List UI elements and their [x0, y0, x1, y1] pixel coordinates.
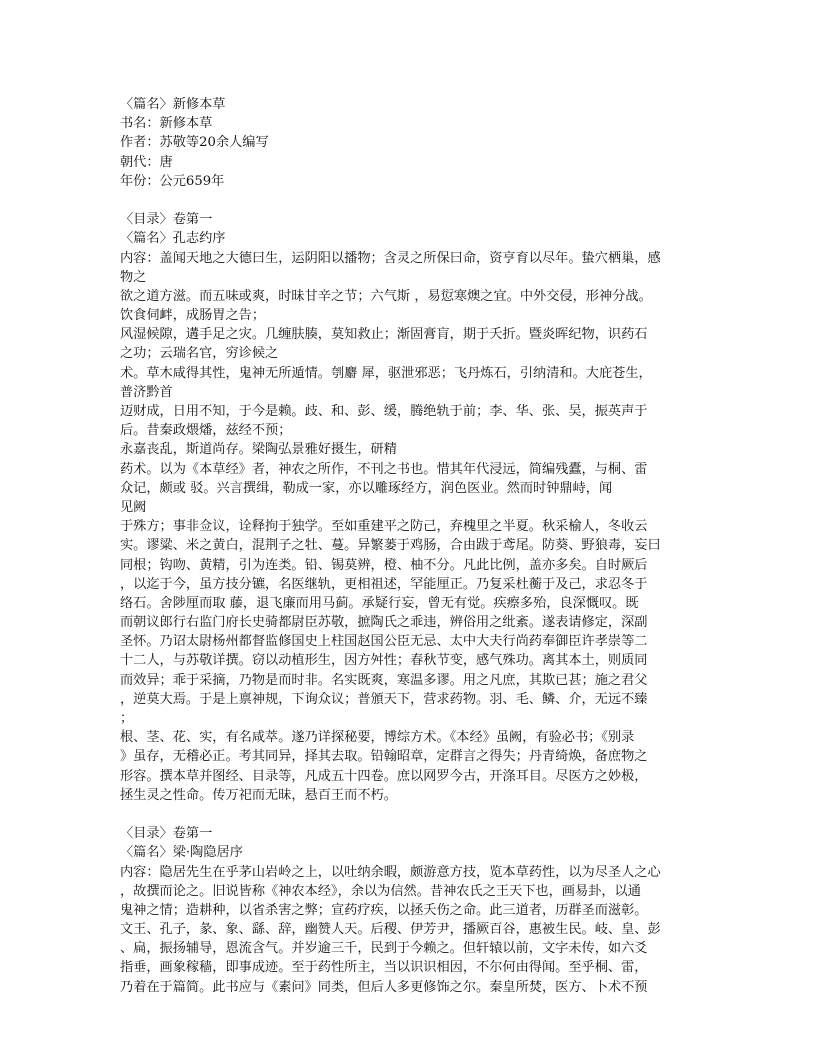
preface-tao-yinju: [120, 824, 696, 997]
text-line: 书名：新修本草: [120, 116, 213, 132]
text-line: ，以迄于今，虽方技分镳，名医继轨，更相祖述，罕能厘正。乃复采杜蘅于及己，求忍冬于: [120, 576, 648, 592]
text-line: 络石。舍陟厘而取 藤，退飞廉而用马蓟。承疑行妄，曾无有觉。疾瘵多殆，良深慨叹。既: [120, 595, 639, 611]
text-line: 作者：苏敬等20余人编写: [120, 135, 269, 151]
text-line: 同根；钩吻、黄精，引为连类。铅、锡莫辨，橙、柚不分。凡此比例，盖亦多矣。自时厥后: [120, 557, 648, 573]
text-line: 见阙: [120, 499, 147, 515]
text-line: 于殊方；事非佥议，诠释拘于独学。至如重建平之防己，弃槐里之半夏。秋采榆人，冬收云: [120, 519, 648, 535]
text-line: 〈篇名〉孔志约序: [120, 231, 226, 247]
text-line: 拯生灵之性命。传万祀而无昧，悬百王而不朽。: [120, 787, 397, 803]
text-line: 朝代：唐: [120, 154, 173, 170]
text-line: 十二人，与苏敬详撰。窃以动植形生，因方舛性；春秋节变，感气殊功。离其本土，则质同: [120, 653, 648, 669]
text-line: 内容：隐居先生在乎茅山岩岭之上，以吐纳余暇，颇游意方技，览本草药性，以为尽圣人之心: [120, 864, 661, 880]
text-line: 内容：盖闻天地之大德曰生，运阴阳以播物；含灵之所保曰命，资亨育以尽年。蛰穴栖巢，感: [120, 250, 661, 266]
text-line: 而效异；乖于采摘，乃物是而时非。名实既爽，寒温多谬。用之凡庶，其欺已甚；施之君父: [120, 672, 648, 688]
text-line: 之功；云瑞名官，穷诊候之: [120, 346, 279, 362]
text-line: 实。谬粱、米之黄白，混荆子之牡、蔓。异繁蒌于鸡肠，合由跋于鸢尾。防葵、野狼毒，妄曰: [120, 538, 661, 554]
text-line: 永嘉丧乱，斯道尚存。梁陶弘景雅好摄生，研精: [120, 442, 397, 458]
text-line: 指垂，画象稼穑，即事成迹。至于药性所主，当以识识相因，不尔何由得闻。至乎桐、雷，: [120, 960, 648, 976]
text-line: 迈财成，日用不知，于今是赖。歧、和、彭、缓，腾绝轨于前；李、华、张、吴，振英声于: [120, 404, 648, 419]
text-line: 众记，颇或 驳。兴言撰缉，勒成一家，亦以雕琢经方，润色医业。然而时钟鼎峙，闻: [120, 480, 613, 496]
blank-line: [120, 805, 696, 824]
text-line: 鬼神之情；造耕种，以省杀害之弊；宣药疗疾，以拯夭伤之命。此三道者，历群圣而滋彰。: [120, 902, 648, 918]
book-metadata: [120, 95, 696, 191]
text-line: 而朝议郎行右监门府长史骑都尉臣苏敬，摭陶氏之乖违，辨俗用之纰紊。遂表请修定，深副: [120, 615, 648, 631]
text-line: ；: [120, 711, 134, 726]
text-line: 形容。撰本草并图经、目录等，凡成五十四卷。庶以网罗今古，开涤耳目。尽医方之妙极，: [120, 768, 648, 784]
text-line: 乃着在于篇简。此书应与《素问》同类，但后人多更修饰之尔。秦皇所焚，医方、卜术不预: [120, 979, 648, 995]
text-line: 术。草木咸得其性，鬼神无所遁情。刳麝 犀，驱泄邪恶；飞丹炼石，引纳清和。大庇苍生，: [120, 365, 652, 381]
text-line: 风湿候隙，遘手足之灾。几缠肤腠，莫知救止；渐固膏肓，期于夭折。暨炎晖纪物，识药石: [120, 327, 648, 343]
text-line: 物之: [120, 269, 147, 285]
preface-kong-zhiyue: [120, 210, 696, 805]
text-line: 药术。以为《本草经》者，神农之所作，不刊之书也。惜其年代浸远，简编残蠹，与桐、雷: [120, 461, 648, 477]
text-line: 普济黔首: [120, 384, 173, 400]
text-line: 文王、孔子，彖、象、繇、辞，幽赞人天。后稷、伊芳尹，播厥百谷，惠被生民。岐、皇、彭: [120, 922, 661, 938]
text-line: 〈目录〉卷第一: [120, 826, 213, 842]
text-line: ，逆莫大焉。于是上禀神规，下询众议；普頒天下，营求药物。羽、毛、鳞、介，无远不臻: [120, 691, 648, 707]
blank-line: [120, 191, 696, 210]
text-line: 〈篇名〉梁·陶隐居序: [120, 845, 243, 861]
text-line: 根、茎、花、实，有名咸萃。遂乃详探秘要，博综方术。《本经》虽阙，有验必书；《别录: [120, 730, 635, 746]
text-line: 〈目录〉卷第一: [120, 212, 213, 228]
text-line: 年份：公元659年: [120, 173, 225, 189]
text-line: 、扁，振扬辅导，恩流含气。并岁逾三千，民到于今赖之。但轩辕以前，文字未传，如六爻: [120, 941, 648, 957]
document-page: [120, 95, 696, 997]
text-line: ，故撰而论之。旧说皆称《神农本经》，余以为信然。昔神农氏之王天下也，画易卦，以通: [120, 883, 641, 899]
text-line: 欲之道方滋。而五味或爽，时昧甘辛之节；六气斯 ，易愆寒燠之宜。中外交侵，形神分战。: [120, 288, 652, 304]
text-line: 饮食伺衅，成肠胃之告；: [120, 308, 266, 324]
text-line: 〈篇名〉新修本草: [120, 97, 226, 112]
text-line: 圣怀。乃诏太尉杨州都督监修国史上柱国赵国公臣无忌、太中大夫行尚药奉御臣许孝崇等二: [120, 634, 648, 650]
text-line: 后。昔秦政煨燔，兹经不预；: [120, 423, 292, 439]
text-line: 》虽存，无稽必正。考其同异，择其去取。铅翰昭章，定群言之得失；丹青绮焕，备庶物之: [120, 749, 648, 765]
